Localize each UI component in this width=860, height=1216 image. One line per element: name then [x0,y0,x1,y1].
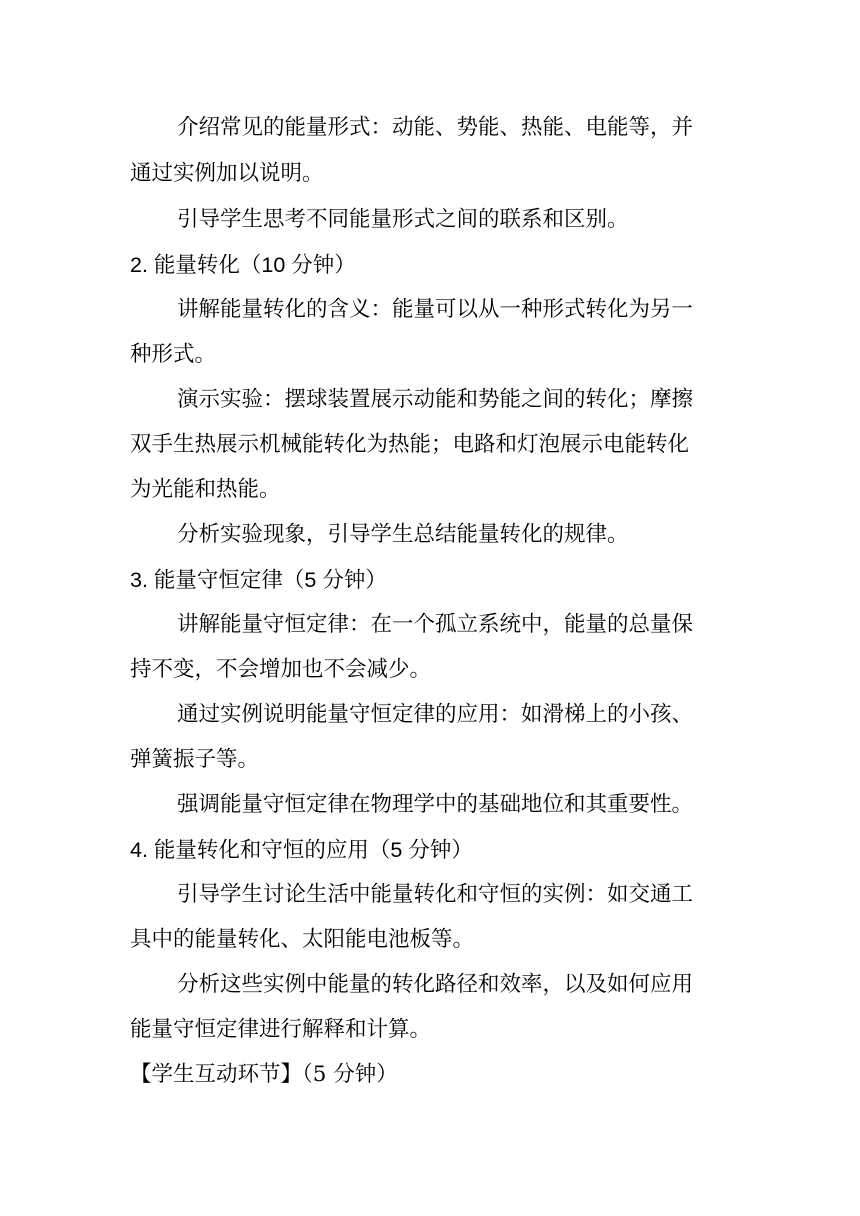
paragraph-line: 强调能量守恒定律在物理学中的基础地位和其重要性。 [177,792,694,817]
paragraph-line: 分析这些实例中能量的转化路径和效率，以及如何应用 [177,972,694,997]
paragraph-line: 分析实验现象，引导学生总结能量转化的规律。 [177,522,629,547]
section-heading: 3. 能量守恒定律（5 分钟） [130,568,387,592]
paragraph-line: 为光能和热能。 [130,477,281,502]
paragraph-line: 双手生热展示机械能转化为热能；电路和灯泡展示电能转化 [130,432,690,457]
paragraph-line: 能量守恒定律进行解释和计算。 [130,1017,432,1042]
section-heading: 【学生互动环节】（5 分钟） [130,1062,398,1087]
paragraph-line: 讲解能量转化的含义：能量可以从一种形式转化为另一 [177,297,694,322]
section-heading: 2. 能量转化（10 分钟） [130,253,356,277]
section-heading: 4. 能量转化和守恒的应用（5 分钟） [130,838,473,862]
paragraph-line: 引导学生思考不同能量形式之间的联系和区别。 [177,207,629,232]
paragraph-line: 持不变，不会增加也不会减少。 [130,657,432,682]
paragraph-line: 弹簧振子等。 [130,747,260,772]
paragraph-line: 种形式。 [130,342,217,367]
paragraph-line: 通过实例说明能量守恒定律的应用：如滑梯上的小孩、 [177,702,694,727]
paragraph-line: 介绍常见的能量形式：动能、势能、热能、电能等，并 [177,115,694,140]
paragraph-line: 具中的能量转化、太阳能电池板等。 [130,927,475,952]
paragraph-line: 演示实验：摆球装置展示动能和势能之间的转化；摩擦 [177,387,694,412]
paragraph-line: 讲解能量守恒定律：在一个孤立系统中，能量的总量保 [177,612,694,637]
paragraph-line: 通过实例加以说明。 [130,161,324,186]
paragraph-line: 引导学生讨论生活中能量转化和守恒的实例：如交通工 [177,882,694,907]
